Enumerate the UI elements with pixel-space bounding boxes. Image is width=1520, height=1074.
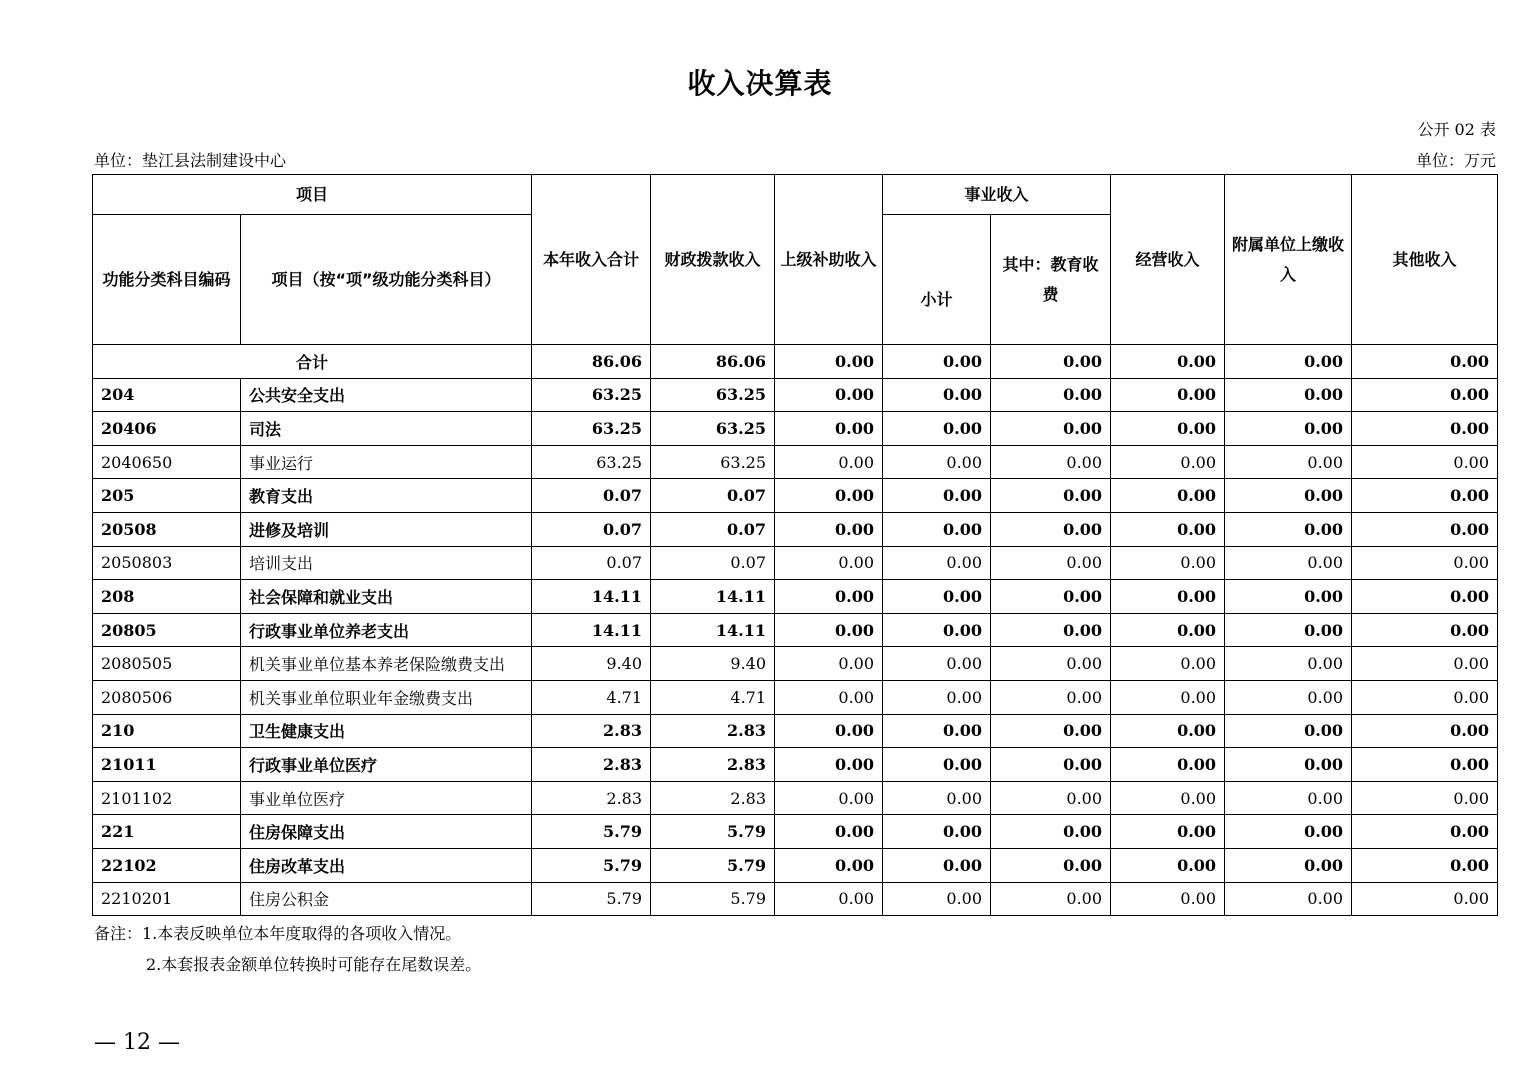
row-value: 0.00	[883, 748, 991, 782]
row-value: 0.00	[775, 412, 883, 446]
row-value: 2.83	[651, 748, 775, 782]
form-number: 公开 02 表	[1417, 120, 1496, 139]
row-value: 9.40	[532, 647, 651, 681]
row-value: 0.00	[991, 647, 1111, 681]
table-row	[93, 781, 1498, 815]
row-value: 0.00	[1225, 613, 1352, 647]
header-business: 事业收入	[883, 175, 1111, 215]
header-subtotal: 小计	[883, 215, 991, 345]
row-value: 0.00	[883, 714, 991, 748]
row-value: 0.00	[1352, 412, 1498, 446]
row-value: 0.00	[1225, 546, 1352, 580]
row-value: 0.00	[1111, 815, 1225, 849]
row-value: 0.00	[883, 613, 991, 647]
header-total-income: 本年收入合计	[532, 175, 651, 345]
row-value: 0.00	[883, 546, 991, 580]
header-other: 其他收入	[1352, 175, 1498, 345]
row-value: 0.00	[991, 815, 1111, 849]
row-value: 0.00	[883, 412, 991, 446]
row-value: 0.00	[991, 613, 1111, 647]
row-value: 63.25	[532, 412, 651, 446]
row-name: 教育支出	[241, 479, 532, 513]
row-value: 0.00	[775, 647, 883, 681]
row-value: 0.00	[883, 378, 991, 412]
row-value: 0.00	[1352, 512, 1498, 546]
row-value: 0.00	[1111, 781, 1225, 815]
row-value: 0.00	[883, 680, 991, 714]
row-value: 0.00	[991, 546, 1111, 580]
row-value: 0.00	[1225, 479, 1352, 513]
table-body	[93, 345, 1498, 916]
row-name: 事业运行	[241, 445, 532, 479]
row-value: 0.00	[775, 378, 883, 412]
row-name: 机关事业单位职业年金缴费支出	[241, 680, 532, 714]
row-value: 0.00	[883, 479, 991, 513]
row-value: 0.00	[1352, 479, 1498, 513]
row-value: 0.00	[1225, 815, 1352, 849]
row-value: 0.00	[1225, 781, 1352, 815]
row-code: 205	[93, 479, 241, 513]
row-value: 0.00	[991, 512, 1111, 546]
row-value: 0.00	[991, 445, 1111, 479]
row-value: 0.00	[883, 848, 991, 882]
row-value: 0.00	[1225, 580, 1352, 614]
row-value: 0.00	[1352, 445, 1498, 479]
row-value: 63.25	[532, 445, 651, 479]
table-row	[93, 512, 1498, 546]
row-name: 住房公积金	[241, 882, 532, 916]
row-code: 2101102	[93, 781, 241, 815]
row-value: 0.00	[1352, 748, 1498, 782]
row-value: 2.83	[532, 748, 651, 782]
row-value: 0.00	[883, 815, 991, 849]
row-value: 0.00	[1352, 781, 1498, 815]
table-row	[93, 445, 1498, 479]
header-affiliated: 附属单位上缴收入	[1225, 175, 1352, 345]
row-value: 5.79	[532, 882, 651, 916]
row-value: 5.79	[651, 815, 775, 849]
row-value: 0.00	[775, 680, 883, 714]
row-name: 进修及培训	[241, 512, 532, 546]
row-name: 培训支出	[241, 546, 532, 580]
row-value: 0.00	[775, 781, 883, 815]
table-row	[93, 580, 1498, 614]
row-value: 0.00	[775, 815, 883, 849]
row-name: 行政事业单位医疗	[241, 748, 532, 782]
row-value: 63.25	[532, 378, 651, 412]
row-value: 14.11	[651, 580, 775, 614]
row-value: 0.07	[532, 546, 651, 580]
row-value: 0.00	[1111, 546, 1225, 580]
row-value: 0.00	[1111, 882, 1225, 916]
row-value: 0.00	[991, 848, 1111, 882]
total-value: 86.06	[532, 345, 651, 379]
row-value: 0.00	[991, 882, 1111, 916]
total-value: 0.00	[1111, 345, 1225, 379]
total-value: 0.00	[1352, 345, 1498, 379]
row-value: 0.00	[1111, 848, 1225, 882]
table-row	[93, 848, 1498, 882]
row-value: 0.00	[1111, 479, 1225, 513]
row-code: 208	[93, 580, 241, 614]
row-value: 0.00	[1111, 748, 1225, 782]
row-value: 0.00	[991, 680, 1111, 714]
row-value: 0.00	[991, 412, 1111, 446]
row-value: 0.00	[1225, 412, 1352, 446]
row-value: 0.00	[1111, 378, 1225, 412]
row-value: 0.00	[883, 580, 991, 614]
row-value: 0.00	[1225, 445, 1352, 479]
table-row	[93, 748, 1498, 782]
row-value: 0.00	[1352, 714, 1498, 748]
row-value: 0.00	[991, 479, 1111, 513]
row-value: 2.83	[651, 714, 775, 748]
row-value: 0.00	[1352, 882, 1498, 916]
row-name: 司法	[241, 412, 532, 446]
row-value: 63.25	[651, 412, 775, 446]
row-value: 5.79	[532, 815, 651, 849]
row-value: 0.07	[651, 512, 775, 546]
row-value: 0.00	[1225, 748, 1352, 782]
row-value: 0.00	[883, 445, 991, 479]
row-value: 0.00	[1352, 613, 1498, 647]
row-value: 0.00	[1111, 613, 1225, 647]
row-value: 0.00	[1111, 412, 1225, 446]
row-name: 事业单位医疗	[241, 781, 532, 815]
row-value: 0.00	[883, 781, 991, 815]
note-2: 2.本套报表金额单位转换时可能存在尾数误差。	[146, 955, 482, 974]
total-value: 0.00	[1225, 345, 1352, 379]
row-value: 0.00	[1111, 647, 1225, 681]
header-superior-subsidy: 上级补助收入	[775, 175, 883, 345]
row-value: 0.07	[651, 479, 775, 513]
row-value: 0.00	[1352, 815, 1498, 849]
row-value: 0.00	[775, 613, 883, 647]
page-number: — 12 —	[94, 1030, 180, 1055]
row-code: 20508	[93, 512, 241, 546]
row-value: 0.00	[775, 714, 883, 748]
table-row	[93, 613, 1498, 647]
row-value: 14.11	[532, 613, 651, 647]
row-code: 2080506	[93, 680, 241, 714]
row-value: 0.07	[651, 546, 775, 580]
table-row	[93, 647, 1498, 681]
unit-currency: 单位：万元	[1415, 151, 1496, 170]
row-value: 0.00	[991, 714, 1111, 748]
header-education-fee: 其中：教育收费	[991, 215, 1111, 345]
table-row	[93, 882, 1498, 916]
row-name: 卫生健康支出	[241, 714, 532, 748]
row-value: 0.00	[1352, 546, 1498, 580]
row-value: 0.00	[1225, 680, 1352, 714]
row-value: 0.00	[1352, 580, 1498, 614]
row-value: 0.00	[1225, 512, 1352, 546]
total-value: 0.00	[991, 345, 1111, 379]
note-1: 备注：1.本表反映单位本年度取得的各项收入情况。	[94, 924, 462, 943]
row-value: 63.25	[651, 445, 775, 479]
table-row	[93, 714, 1498, 748]
total-value: 0.00	[775, 345, 883, 379]
table-row	[93, 546, 1498, 580]
row-value: 0.00	[1111, 680, 1225, 714]
row-code: 2040650	[93, 445, 241, 479]
row-value: 0.00	[991, 580, 1111, 614]
table-row	[93, 479, 1498, 513]
header-code: 功能分类科目编码	[93, 215, 241, 345]
table-row	[93, 378, 1498, 412]
row-value: 2.83	[532, 781, 651, 815]
row-value: 0.00	[1111, 445, 1225, 479]
row-value: 0.00	[1111, 580, 1225, 614]
row-value: 0.00	[775, 580, 883, 614]
row-value: 0.00	[1352, 848, 1498, 882]
row-value: 0.00	[1225, 882, 1352, 916]
row-code: 21011	[93, 748, 241, 782]
row-value: 4.71	[532, 680, 651, 714]
row-value: 63.25	[651, 378, 775, 412]
row-value: 0.00	[1225, 647, 1352, 681]
row-code: 2050803	[93, 546, 241, 580]
row-value: 5.79	[651, 882, 775, 916]
row-name: 行政事业单位养老支出	[241, 613, 532, 647]
header-operating: 经营收入	[1111, 175, 1225, 345]
row-value: 9.40	[651, 647, 775, 681]
total-label: 合计	[93, 345, 532, 379]
header-item: 项目	[93, 175, 532, 215]
total-value: 0.00	[883, 345, 991, 379]
row-value: 0.00	[1352, 647, 1498, 681]
row-value: 2.83	[651, 781, 775, 815]
row-value: 0.00	[1352, 680, 1498, 714]
row-name: 社会保障和就业支出	[241, 580, 532, 614]
row-value: 0.00	[883, 882, 991, 916]
row-code: 20805	[93, 613, 241, 647]
unit-organization: 单位：垫江县法制建设中心	[94, 151, 287, 170]
row-value: 0.00	[775, 445, 883, 479]
row-value: 0.00	[1225, 714, 1352, 748]
table-row	[93, 412, 1498, 446]
row-value: 0.00	[883, 647, 991, 681]
row-value: 0.00	[775, 882, 883, 916]
row-code: 2080505	[93, 647, 241, 681]
row-value: 0.07	[532, 479, 651, 513]
table-row	[93, 680, 1498, 714]
total-value: 86.06	[651, 345, 775, 379]
row-name: 住房保障支出	[241, 815, 532, 849]
row-code: 204	[93, 378, 241, 412]
row-value: 0.00	[991, 748, 1111, 782]
row-value: 0.00	[991, 378, 1111, 412]
row-value: 0.00	[1111, 512, 1225, 546]
row-value: 0.00	[775, 748, 883, 782]
row-value: 5.79	[651, 848, 775, 882]
row-value: 0.07	[532, 512, 651, 546]
row-value: 0.00	[1225, 378, 1352, 412]
row-code: 2210201	[93, 882, 241, 916]
row-value: 0.00	[775, 848, 883, 882]
row-value: 2.83	[532, 714, 651, 748]
row-value: 0.00	[1111, 714, 1225, 748]
row-value: 0.00	[775, 479, 883, 513]
row-name: 住房改革支出	[241, 848, 532, 882]
row-code: 22102	[93, 848, 241, 882]
total-row	[93, 345, 1498, 379]
row-value: 0.00	[1225, 848, 1352, 882]
row-value: 4.71	[651, 680, 775, 714]
income-table	[92, 174, 1498, 916]
row-value: 0.00	[775, 546, 883, 580]
row-name: 公共安全支出	[241, 378, 532, 412]
row-value: 0.00	[775, 512, 883, 546]
row-value: 14.11	[651, 613, 775, 647]
header-item-name: 项目（按“项”级功能分类科目）	[241, 215, 532, 345]
page-title: 收入决算表	[687, 67, 833, 100]
row-value: 5.79	[532, 848, 651, 882]
row-value: 0.00	[991, 781, 1111, 815]
row-value: 0.00	[883, 512, 991, 546]
row-code: 20406	[93, 412, 241, 446]
row-code: 221	[93, 815, 241, 849]
header-fiscal: 财政拨款收入	[651, 175, 775, 345]
row-code: 210	[93, 714, 241, 748]
table-header	[93, 175, 1498, 345]
table-row	[93, 815, 1498, 849]
row-value: 14.11	[532, 580, 651, 614]
row-name: 机关事业单位基本养老保险缴费支出	[241, 647, 532, 681]
row-value: 0.00	[1352, 378, 1498, 412]
